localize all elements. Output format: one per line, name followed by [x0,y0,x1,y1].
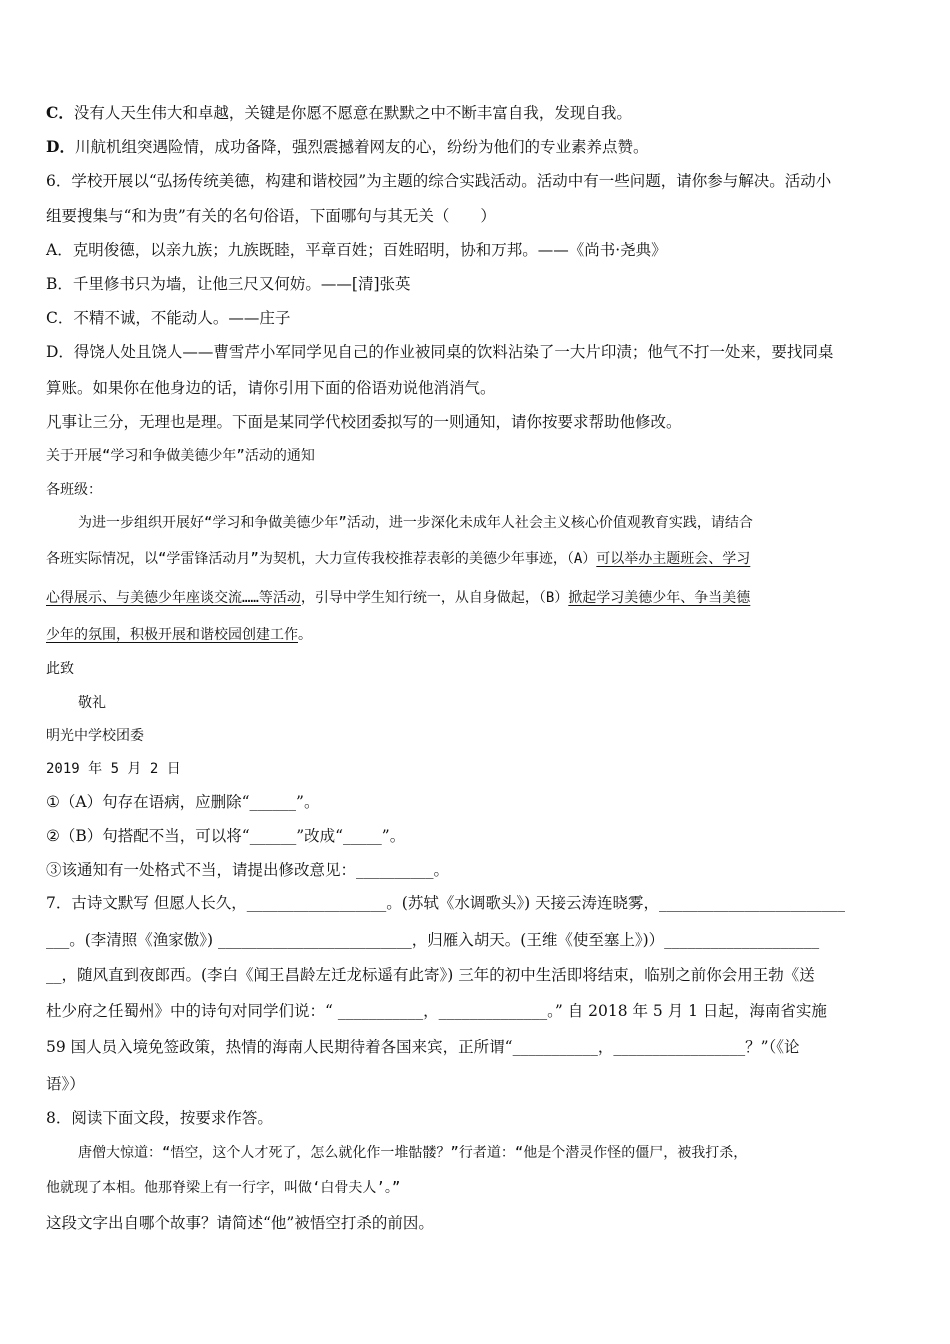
question-7-line-2: ___。(李清照《渔家傲》) _________________________，归雁入胡天。(王维《使至塞上》)）____________________ [46,931,820,949]
question-7-line-3: __，随风直到夜郎西。(李白《闻王昌龄左迁龙标遥有此寄》) 三年的初中生活即将结束，临别之前你会用王勃《送 [46,966,815,984]
q6-option-b: B．千里修书只为墙，让他三尺又何妨。——[清]张英 [46,275,411,293]
passage-line-2: 他就现了本相。他那脊梁上有一行字，叫做‘白骨夫人’。” [46,1180,401,1196]
sentence-b-underlined-cont: 少年的氛围，积极开展和谐校园创建工作 [46,627,298,643]
question-6-text: 6．学校开展以“弘扬传统美德，构建和谐校园”为主题的综合实践活动。活动中有一些问题，请你参与解决。活动小 [46,172,832,190]
q6-option-d-cont: 算账。如果你在他身边的话，请你引用下面的俗语劝说他消消气。 [46,379,496,397]
notice-body-line-3-plain: ，引导中学生知行统一，从自身做起，（B） [300,590,569,606]
passage-line-1: 唐僧大惊道：“悟空，这个人才死了，怎么就化作一堆骷髅？”行者道：“他是个潜灵作怪的僵尸，被我打杀， [78,1145,748,1161]
notice-body-line-4 [46,625,312,645]
option-c-text: 没有人天生伟大和卓越，关键是你愿不愿意在默默之中不断丰富自我，发现自我。 [73,104,632,122]
notice-intro: 凡事让三分，无理也是理。下面是某同学代校团委拟写的一则通知，请你按要求帮助他修改。 [46,413,682,431]
q6-option-d: D．得饶人处且饶人——曹雪芹小军同学见自己的作业被同桌的饮料沾染了一大片印渍；他气不打一处来，要找同桌 [46,343,834,361]
notice-date: 2019 年 5 月 2 日 [46,761,181,777]
question-7-line-5: 59 国人员入境免签政策，热情的海南人民期待着各国来宾，正所谓“___________，_________________？”（《论 [46,1038,800,1056]
notice-body-line-2 [46,549,750,569]
notice-closing-2: 敬礼 [78,695,106,711]
option-d-letter: D． [46,137,75,156]
subquestion-1: ①（A）句存在语病，应删除“______”。 [46,793,320,811]
question-6-text-cont: 组要搜集与“和为贵”有关的名句俗语，下面哪句与其无关（ ） [46,207,496,225]
sentence-a-underlined: 可以举办主题班会、学习 [596,551,751,567]
option-c-letter: C． [46,103,74,122]
question-8-prompt: 这段文字出自哪个故事？请简述“他”被悟空打杀的前因。 [46,1214,434,1232]
question-7-line-1: 7．古诗文默写 但愿人长久，__________________。(苏轼《水调歌头》) 天接云涛连晓雾，________________________ [46,894,846,912]
question-7-line-4: 杜少府之任蜀州》中的诗句对同学们说：“ ___________，______________。” 自 2018 年 5 月 1 日起，海南省实施 [46,1002,827,1020]
notice-body-line-3 [46,588,750,608]
q6-option-c: C．不精不诚，不能动人。——庄子 [46,309,291,327]
notice-body-line-2-plain: 各班实际情况，以“学雷锋活动月”为契机，大力宣传我校推荐表彰的美德少年事迹，（A） [46,551,597,567]
q6-option-a: A．克明俊德，以亲九族；九族既睦，平章百姓；百姓昭明，协和万邦。——《尚书·尧典》 [46,241,667,259]
notice-closing-1: 此致 [46,661,74,677]
option-c-line [46,103,632,123]
notice-body-line-4-plain: 。 [298,627,312,643]
option-d-line [46,137,648,157]
sentence-b-underlined: 掀起学习美德少年、争当美德 [568,590,751,606]
question-7-line-6: 语》） [46,1075,85,1093]
option-d-text: 川航机组突遇险情，成功备降，强烈震撼着网友的心，纷纷为他们的专业素养点赞。 [74,138,649,156]
question-8-text: 8．阅读下面文段，按要求作答。 [46,1109,273,1127]
notice-title: 关于开展“学习和争做美德少年”活动的通知 [46,448,315,464]
notice-salutation: 各班级： [46,482,102,498]
notice-signature: 明光中学校团委 [46,728,144,744]
sentence-a-underlined-cont: 心得展示、与美德少年座谈交流……等活动 [46,590,301,606]
subquestion-2: ②（B）句搭配不当，可以将“______”改成“_____”。 [46,827,406,845]
subquestion-3: ③该通知有一处格式不当，请提出修改意见：__________。 [46,861,450,879]
notice-body-line-1: 为进一步组织开展好“学习和争做美德少年”活动，进一步深化未成年人社会主义核心价值观教育实践，请结合 [78,515,753,531]
